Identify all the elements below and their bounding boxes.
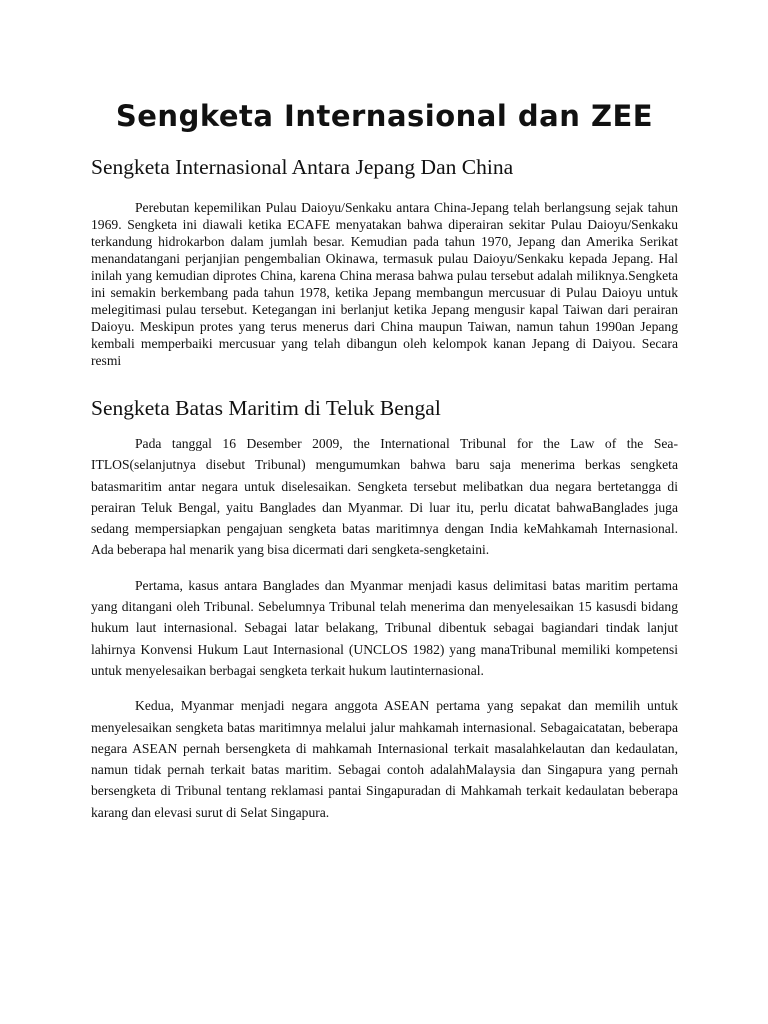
paragraph-bengal-first: Pertama, kasus antara Banglades dan Myanmar menjadi kasus delimitasi batas maritim pertama yang ditangani oleh Tribunal. Sebelumnya Tribunal telah menerima dan menyelesaikan 15 kasusdi bidang hukum laut internasional. Sebagai latar belakang, Tribunal dibentuk sebagai bagiandari tindak lanjut lahirnya Konvensi Hukum Laut Internasional (UNCLOS 1982) yang manaTribunal memiliki kompetensi untuk menyelesaikan berbagai sengketa terkait hukum lautinternasional. [91,577,678,678]
section-heading-bengal: Sengketa Batas Maritim di Teluk Bengal [91,396,441,420]
paragraph-japan-china: Perebutan kepemilikan Pulau Daioyu/Senkaku antara China-Jepang telah berlangsung sejak tahun 1969. Sengketa ini diawali ketika ECAFE menyatakan bahwa diperairan sekitar Pulau Daioyu/Senkaku terkandung hidrokarbon dalam jumlah besar. Kemudian pada tahun 1970, Jepang dan Amerika Serikat menandatangani perjanjian pengembalian Okinawa, termasuk pulau Daioyu/Senkaku kepada Jepang. Hal inilah yang kemudian diprotes China, karena China merasa bahwa pulau tersebut adalah miliknya.Sengketa ini semakin berkembang pada tahun 1978, ketika Jepang membangun mercusuar di Pulau Daioyu untuk melegitimasi pulau tersebut. Ketegangan ini berlanjut ketika Jepang mengusir kapal Taiwan dari perairan Daioyu. Meskipun protes yang terus menerus dari China maupun Taiwan, namun tahun 1990an Jepang kembali memperbaiki mercusuar yang telah dibangun oleh kelompok kanan Jepang di Daiyou. Secara resmi [91,200,678,368]
section-heading-japan-china: Sengketa Internasional Antara Jepang Dan China [91,155,514,179]
paragraph-bengal-second: Kedua, Myanmar menjadi negara anggota ASEAN pertama yang sepakat dan memilih untuk menyelesaikan sengketa batas maritimnya melalui jalur mahkamah internasional. Sebagaicatatan, beberapa negara ASEAN pernah bersengketa di mahkamah Internasional terkait masalahkelautan dan kedaulatan, namun tidak pernah terkait batas maritim. Sebagai contoh adalahMalaysia dan Singapura yang pernah bersengketa di Tribunal tentang reklamasi pantai Singapuradan di Mahkamah terkait kedaulatan beberapa karang dan elevasi surut di Selat Singapura. [91,698,678,820]
paragraph-bengal-intro: Pada tanggal 16 Desember 2009, the International Tribunal for the Law of the Sea-ITLOS(selanjutnya disebut Tribunal) mengumumkan bahwa baru saja menerima berkas sengketa batasmaritim antar negara untuk diselesaikan. Sengketa tersebut melibatkan dua negara bertetangga di perairan Teluk Bengal, yaitu Banglades dan Myanmar. Di luar itu, perlu dicatat bahwaBanglades juga sedang mempersiapkan pengajuan sengketa batas maritimnya dengan India keMahkamah Internasional. Ada beberapa hal menarik yang bisa dicermati dari sengketa-sengketaini. [91,436,678,558]
document-title: Sengketa Internasional dan ZEE [115,99,654,133]
